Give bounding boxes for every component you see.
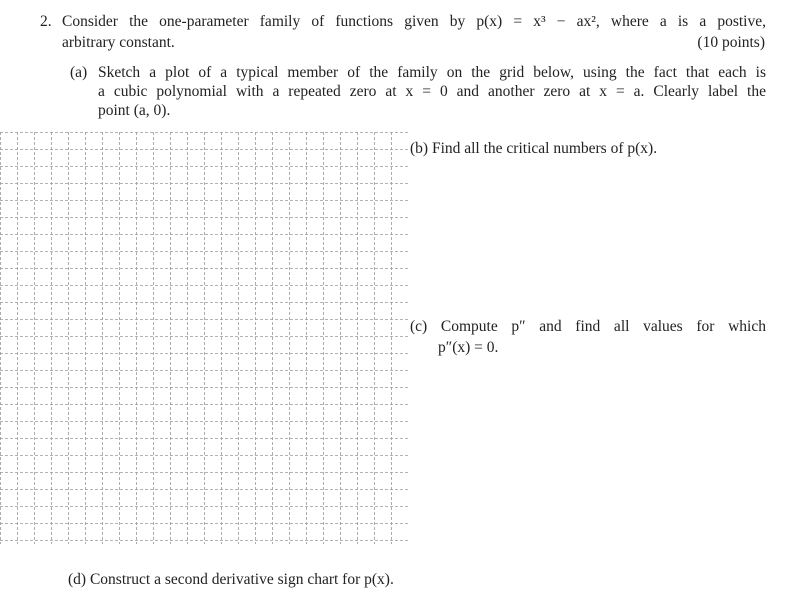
part-d-text: (d) Construct a second derivative sign chart for p(x). <box>68 571 394 588</box>
question-formula: p(x) = x³ − ax², <box>476 13 600 30</box>
part-a-text-line2: a cubic polynomial with a repeated zero at x = 0 and another zero at x = a. Clearly label the <box>98 83 766 100</box>
question-statement-line1 <box>62 12 766 32</box>
question-statement-line2: arbitrary constant. <box>62 34 175 51</box>
part-c-text-line1: (c) Compute p″ and find all values for which <box>410 318 766 335</box>
question-number: 2. <box>40 13 52 30</box>
part-a-text-line1: Sketch a plot of a typical member of the family on the grid below, using the fact that each is <box>98 64 766 81</box>
part-c-text-line2: p″(x) = 0. <box>438 339 499 356</box>
part-a-label: (a) <box>70 64 88 81</box>
sketch-grid[interactable] <box>0 132 408 544</box>
question-suffix: where a is a postive, <box>599 13 766 30</box>
part-a-text-line3: point (a, 0). <box>98 102 171 119</box>
question-prefix: Consider the one-parameter family of functions given by <box>62 13 477 30</box>
part-b-text: (b) Find all the critical numbers of p(x). <box>410 140 658 157</box>
question-points: (10 points) <box>697 34 765 51</box>
